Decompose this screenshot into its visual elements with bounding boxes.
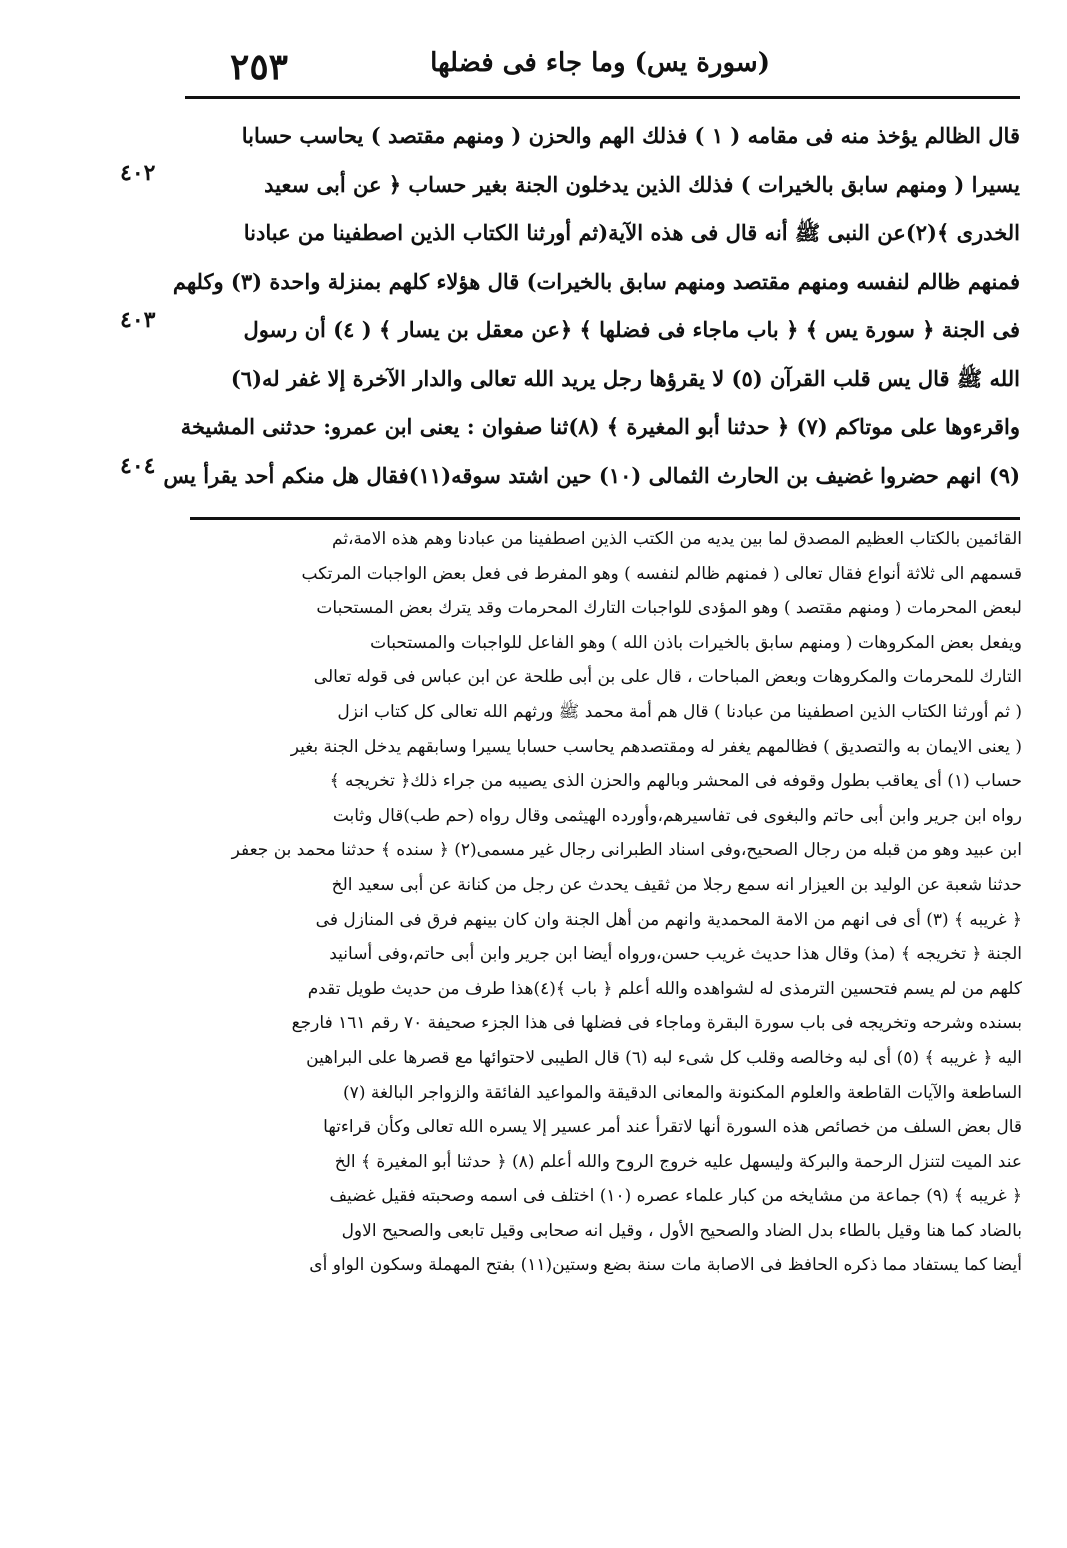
footnote-line: ابن عبيد وهو من قبله من رجال الصحيح،وفى اسناد الطبرانى رجال غير مسمى(٢) ﴿ سنده ﴾ حدثنا محمد بن جعفر bbox=[231, 840, 1022, 861]
footnote-line: الجنة ﴿ تخريجه ﴾ (مذ) وقال هذا حديث غريب حسن،ورواه أيضا ابن جرير وابن أبى حاتم،وفى أسانيد bbox=[329, 944, 1022, 965]
footnote-line: حساب (١) أى يعاقب بطول وقوفه فى المحشر وبالهم والحزن الذى يصيبه من جراء ذلك﴿ تخريجه ﴾ bbox=[329, 771, 1022, 792]
hadith-number: ٤٠٤ bbox=[120, 453, 156, 479]
header-rule bbox=[185, 96, 1020, 99]
footnote-line: ﴿ غريبه ﴾ (٣) أى فى انهم من الامة المحمدية وانهم من أهل الجنة وان كان بينهم فرق فى المنازل فى bbox=[315, 909, 1022, 930]
footnotes bbox=[180, 522, 1022, 1283]
footnote-line: بالضاد كما هنا وقيل بالطاء بدل الضاد والصحيح الأول ، وقيل انه صحابى وقيل تابعى والصحيح الاول bbox=[341, 1220, 1022, 1241]
main-text-line: واقرءوها على موتاكم (٧) ﴿ حدثنا أبو المغيرة ﴾ (٨)ثنا صفوان : يعنى ابن عمرو: حدثنى المشيخة bbox=[180, 414, 1020, 439]
footnote-line: ﴿ غريبه ﴾ (٩) جماعة من مشايخه من كبار علماء عصره (١٠) اختلف فى اسمه وصحبته فقيل غضيف bbox=[329, 1186, 1022, 1207]
main-text-line: فمنهم ظالم لنفسه ومنهم مقتصد ومنهم سابق بالخيرات) قال هؤلاء كلهم بمنزلة واحدة (٣) وكلهم bbox=[172, 268, 1020, 294]
main-text-line: قال الظالم يؤخذ منه فى مقامه ( ١ ) فذلك الهم والحزن ( ومنهم مقتصد ) يحاسب حسابا bbox=[241, 123, 1020, 148]
footnote-line: ( ثم أورثنا الكتاب الذين اصطفينا من عبادنا ) قال هم أمة محمد ﷺ ورثهم الله تعالى كل كتاب انزل bbox=[337, 701, 1022, 722]
main-text-line: فى الجنة ﴿ سورة يس ﴾ ﴿ باب ماجاء فى فضلها ﴾ ﴿عن معقل بن يسار ﴾ ( ٤) أن رسول bbox=[243, 317, 1020, 342]
footnote-line: عند الميت لتنزل الرحمة والبركة وليسهل عليه خروج الروح والله أعلم (٨) ﴿ حدثنا أبو المغيرة ﴾ الخ bbox=[334, 1151, 1022, 1172]
footnote-line: رواه ابن جرير وابن أبى حاتم والبغوى فى تفاسيرهم،وأورده الهيثمى وقال رواه (حم طب)قال وثابت bbox=[332, 805, 1022, 826]
footnote-line: كلهم من لم يسم فتحسين الترمذى له لشواهده والله أعلم ﴿ باب ﴾(٤)هذا طرف من حديث طويل تقدم bbox=[307, 978, 1022, 999]
footnote-line: لبعض المحرمات ( ومنهم مقتصد ) وهو المؤدى للواجبات التارك المحرمات وقد يترك بعض المستحبات bbox=[316, 598, 1022, 619]
main-text-line: الخدرى ﴾(٢)عن النبى ﷺ أنه قال فى هذه الآية(ثم أورثنا الكتاب الذين اصطفينا من عبادنا bbox=[243, 220, 1020, 245]
footnote-line: ويفعل بعض المكروهات ( ومنهم سابق بالخيرات باذن الله ) وهو الفاعل للواجبات والمستحبات bbox=[370, 632, 1022, 653]
hadith-number: ٤٠٣ bbox=[120, 307, 156, 333]
main-text-line: يسيرا ( ومنهم سابق بالخيرات ) فذلك الذين يدخلون الجنة بغير حساب ﴿ عن أبى سعيد bbox=[264, 171, 1020, 197]
footnote-line: القائمين بالكتاب العظيم المصدق لما بين يديه من الكتب الذين اصطفينا من عبادنا وهم هذه الامة،ثم bbox=[332, 529, 1022, 549]
main-text-line: (٩) انهم حضروا غضيف بن الحارث الثمالى (١٠) حين اشتد سوقه(١١)فقال هل منكم أحد يقرأ يس bbox=[163, 462, 1020, 488]
footnote-line: قال بعض السلف من خصائص هذه السورة أنها لاتقرأ عند أمر عسير إلا يسره الله تعالى وكأن قراءتها bbox=[323, 1117, 1022, 1138]
footnote-line: ( يعنى الايمان به والتصديق ) فظالمهم يغفر له ومقتصدهم يحاسب حسابا يسيرا وسابقهم يدخل الجنة بغير bbox=[290, 736, 1022, 757]
main-text-line: الله ﷺ قال يس قلب القرآن (٥) لا يقرؤها رجل يريد الله تعالى والدار الآخرة إلا غفر له(٦) bbox=[230, 365, 1020, 391]
page-header bbox=[190, 38, 1020, 90]
footnote-line: اليه ﴿ غريبه ﴾ (٥) أى لبه وخالصه وقلب كل شىء لبه (٦) قال الطيبى لاحتوائها مع قصرها على البراهين bbox=[306, 1047, 1022, 1068]
footnote-divider bbox=[190, 517, 1020, 520]
running-title: (سورة يس) وما جاء فى فضلها bbox=[430, 48, 770, 78]
hadith-number: ٤٠٢ bbox=[120, 160, 156, 186]
footnote-line: قسمهم الى ثلاثة أنواع فقال تعالى ( فمنهم ظالم لنفسه ) وهو المفرط فى فعل بعض الواجبات المرتكب bbox=[301, 563, 1022, 584]
footnote-line: التارك للمحرمات والمكروهات وبعض المباحات ، قال على بن أبى طلحة عن ابن عباس فى قوله تعالى bbox=[313, 667, 1022, 688]
footnote-line: بسنده وشرحه وتخريجه فى باب سورة البقرة وماجاء فى فضلها فى هذا الجزء صحيفة ٧٠ رقم ١٦١ فارجع bbox=[291, 1013, 1022, 1034]
main-text bbox=[163, 112, 1020, 500]
footnote-line: أيضا كما يستفاد مما ذكره الحافظ فى الاصابة مات سنة بضع وستين(١١) بفتح المهملة وسكون الواو أى bbox=[309, 1255, 1022, 1276]
page-number: ٢٥٣ bbox=[230, 46, 289, 88]
footnote-line: حدثنا شعبة عن الوليد بن العيزار انه سمع رجلا من ثقيف يحدث عن رجل من كنانة عن أبى سعيد الخ bbox=[331, 874, 1022, 895]
footnote-line: الساطعة والآيات القاطعة والعلوم المكنونة والمعانى الدقيقة والمواعيد الفائقة والزواجر البالغة (٧) bbox=[343, 1082, 1022, 1103]
